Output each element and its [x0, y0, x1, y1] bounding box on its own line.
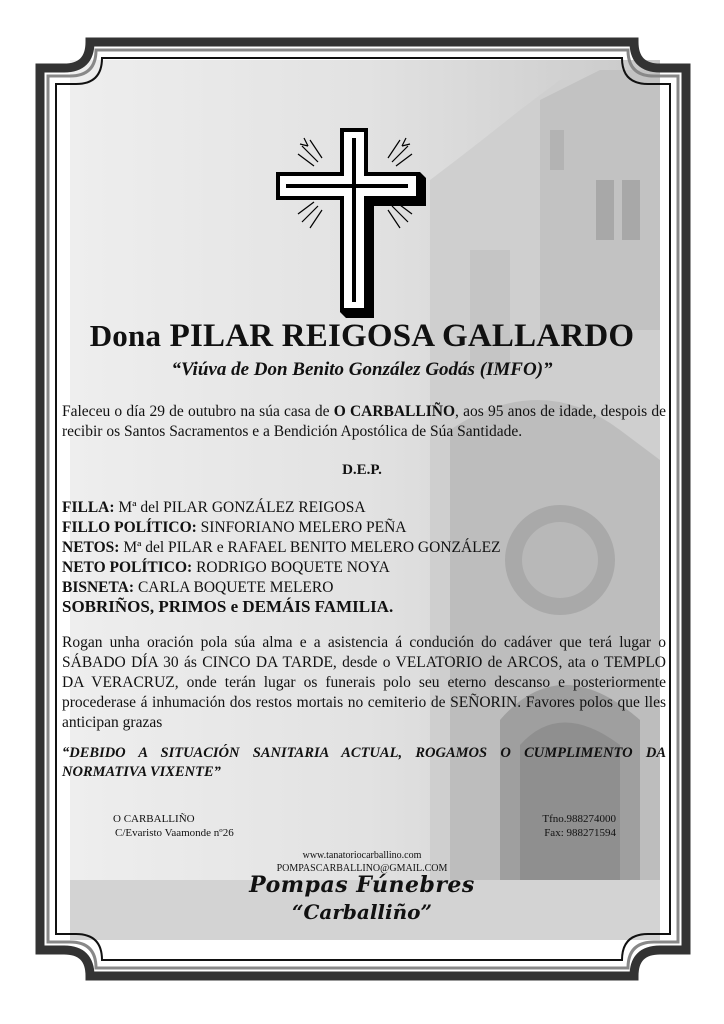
- intro-text-after: , aos 95 anos de idade, despois de recibir os Santos Sacramentos e a Bendición Apostólica de Súa Santidade.: [62, 403, 666, 440]
- relative-line: [62, 498, 682, 518]
- relative-role: BISNETA:: [62, 579, 135, 596]
- relative-role: NETOS:: [62, 539, 120, 556]
- email-link[interactable]: POMPASCARBALLINO@GMAIL.COM: [276, 863, 448, 874]
- city: O CARBALLIÑO: [113, 813, 195, 825]
- relatives-extra: SOBRIÑOS, PRIMOS e DEMÁIS FAMILIA.: [62, 597, 394, 616]
- fax: Fax: 988271594: [544, 827, 616, 839]
- cross-icon: [270, 120, 450, 320]
- relative-names: Mª del PILAR e RAFAEL BENITO MELERO GONZÁLEZ: [119, 539, 501, 556]
- relative-line: [62, 558, 682, 578]
- intro-place: O CARBALLIÑO: [333, 403, 456, 420]
- funeral-details: Rogan unha oración pola súa alma e a asistencia á condución do cadáver que terá lugar o SÁBADO DÍA 30 ás CINCO DA TARDE, desde o VELATORIO de ARCOS, ata o TEMPLO DA VERACRUZ, onde terán lugar os funerais polo seu eterno descanso e posteriormente procederase á inhumación dos restos mortais no cemiterio de SEÑORIN. Favores polos que lles anticipan grazas: [62, 634, 666, 731]
- relative-names: CARLA BOQUETE MELERO: [134, 579, 334, 596]
- deceased-name: PILAR REIGOSA GALLARDO: [169, 318, 635, 354]
- logo-subtext: “Carballiño”: [291, 900, 433, 924]
- logo-text: Pompas Fúnebres: [249, 872, 475, 898]
- website-link[interactable]: www.tanatoriocarballino.com: [302, 850, 422, 861]
- relative-line: [62, 578, 682, 598]
- relative-names: SINFORIANO MELERO PEÑA: [196, 519, 407, 536]
- relative-names: Mª del PILAR GONZÁLEZ REIGOSA: [114, 499, 366, 516]
- funeral-home-address: [113, 812, 234, 840]
- relative-role: FILLA:: [62, 499, 115, 516]
- funeral-home-contact: [520, 812, 616, 840]
- relative-line: [62, 518, 682, 538]
- death-announcement: [62, 402, 666, 442]
- phone: Tfno.988274000: [542, 813, 616, 825]
- subtitle: “Viúva de Don Benito González Godás (IMFO)”: [171, 359, 553, 380]
- relative-role: FILLO POLÍTICO:: [62, 519, 197, 536]
- honorific: Dona: [89, 318, 162, 353]
- relative-names: RODRIGO BOQUETE NOYA: [192, 559, 390, 576]
- relative-role: NETO POLÍTICO:: [62, 559, 193, 576]
- sanitary-notice: “DEBIDO A SITUACIÓN SANITARIA ACTUAL, ROGAMOS O CUMPLIMENTO DA NORMATIVA VIXENTE”: [62, 745, 666, 780]
- deceased-name-heading: [0, 318, 724, 355]
- street: C/Evaristo Vaamonde nº26: [115, 827, 234, 839]
- dep-label: D.E.P.: [342, 462, 382, 478]
- intro-text-before: Faleceu o día 29 de outubro na súa casa de: [62, 403, 334, 420]
- relative-line: [62, 538, 682, 558]
